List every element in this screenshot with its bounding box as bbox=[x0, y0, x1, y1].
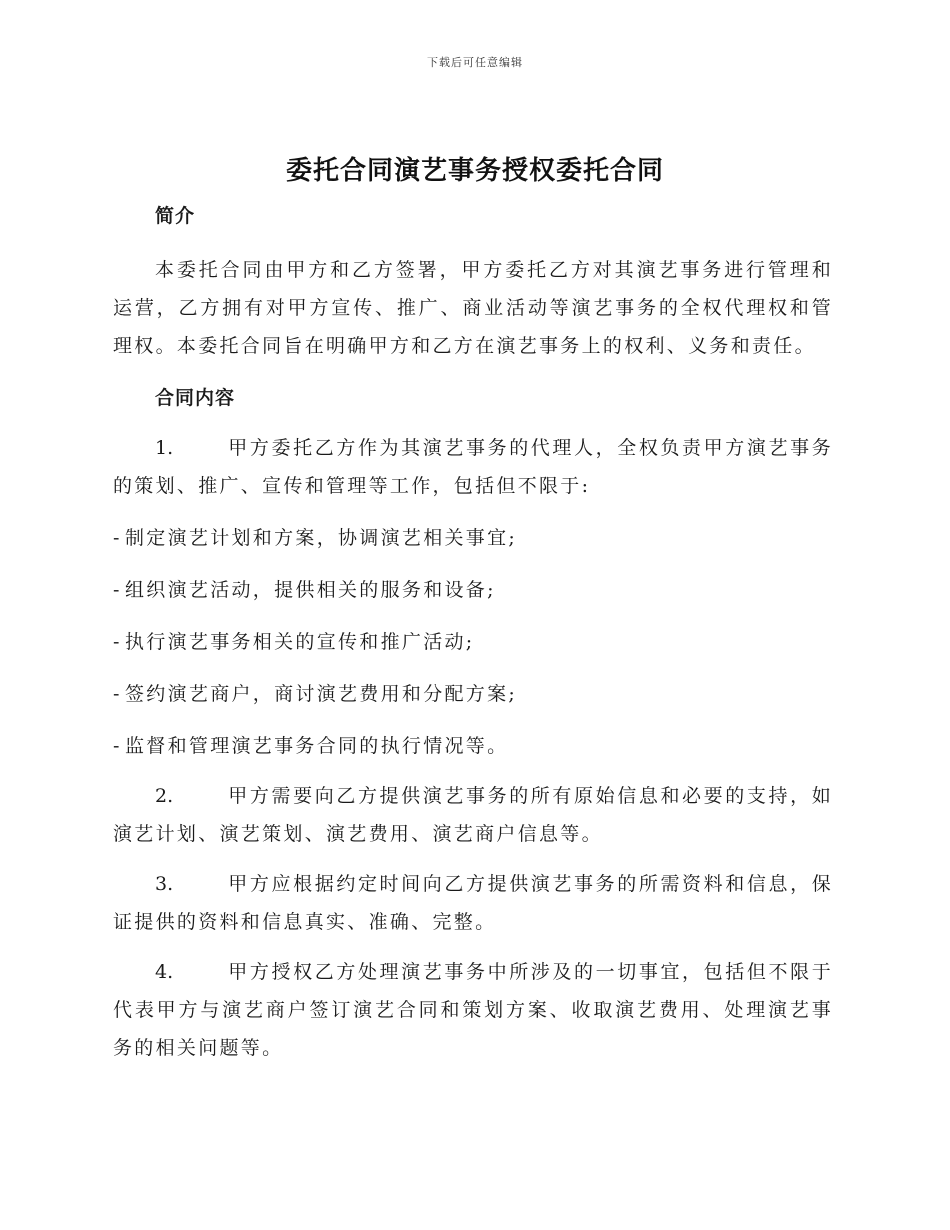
clause-text: 甲方需要向乙方提供演艺事务的所有原始信息和必要的支持，如演艺计划、演艺策划、演艺费用、演艺商户信息等。 bbox=[113, 785, 833, 845]
bullet-item bbox=[113, 727, 833, 765]
clause-text: 甲方应根据约定时间向乙方提供演艺事务的所需资料和信息，保证提供的资料和信息真实、准确、完整。 bbox=[113, 873, 833, 933]
bullet-item bbox=[113, 519, 833, 557]
document-body bbox=[113, 195, 833, 1067]
section-heading-content: 合同内容 bbox=[155, 387, 236, 409]
header-note: 下载后可任意编辑 bbox=[427, 56, 523, 69]
section-heading-intro: 简介 bbox=[155, 205, 196, 227]
intro-paragraph: 本委托合同由甲方和乙方签署，甲方委托乙方对其演艺事务进行管理和运营，乙方拥有对甲方宣传、推广、商业活动等演艺事务的全权代理权和管理权。本委托合同旨在明确甲方和乙方在演艺事务上的权利、义务和责任。 bbox=[113, 259, 833, 357]
clause-item bbox=[113, 777, 833, 853]
clause-item bbox=[113, 429, 833, 505]
bullet-text: 制定演艺计划和方案，协调演艺相关事宜; bbox=[125, 527, 518, 549]
bullet-text: 签约演艺商户，商讨演艺费用和分配方案; bbox=[125, 683, 518, 705]
clause-item bbox=[113, 865, 833, 941]
clause-number: 2. bbox=[155, 785, 174, 807]
clause-text: 甲方授权乙方处理演艺事务中所涉及的一切事宜，包括但不限于代表甲方与演艺商户签订演艺合同和策划方案、收取演艺费用、处理演艺事务的相关问题等。 bbox=[113, 961, 833, 1059]
clause-text: 甲方委托乙方作为其演艺事务的代理人，全权负责甲方演艺事务的策划、推广、宣传和管理等工作，包括但不限于: bbox=[113, 437, 833, 497]
bullet-item bbox=[113, 571, 833, 609]
bullet-marker: - bbox=[113, 631, 120, 653]
bullet-marker: - bbox=[113, 527, 120, 549]
bullet-text: 组织演艺活动，提供相关的服务和设备; bbox=[125, 579, 496, 601]
clause-number: 4. bbox=[155, 961, 174, 983]
bullet-item bbox=[113, 623, 833, 661]
clause-number: 1. bbox=[155, 437, 174, 459]
bullet-marker: - bbox=[113, 735, 120, 757]
bullet-marker: - bbox=[113, 579, 120, 601]
bullet-text: 监督和管理演艺事务合同的执行情况等。 bbox=[125, 735, 509, 757]
bullet-marker: - bbox=[113, 683, 120, 705]
document-title: 委托合同演艺事务授权委托合同 bbox=[285, 156, 664, 186]
clause-number: 3. bbox=[155, 873, 174, 895]
bullet-text: 执行演艺事务相关的宣传和推广活动; bbox=[125, 631, 475, 653]
clause-item bbox=[113, 953, 833, 1067]
bullet-item bbox=[113, 675, 833, 713]
